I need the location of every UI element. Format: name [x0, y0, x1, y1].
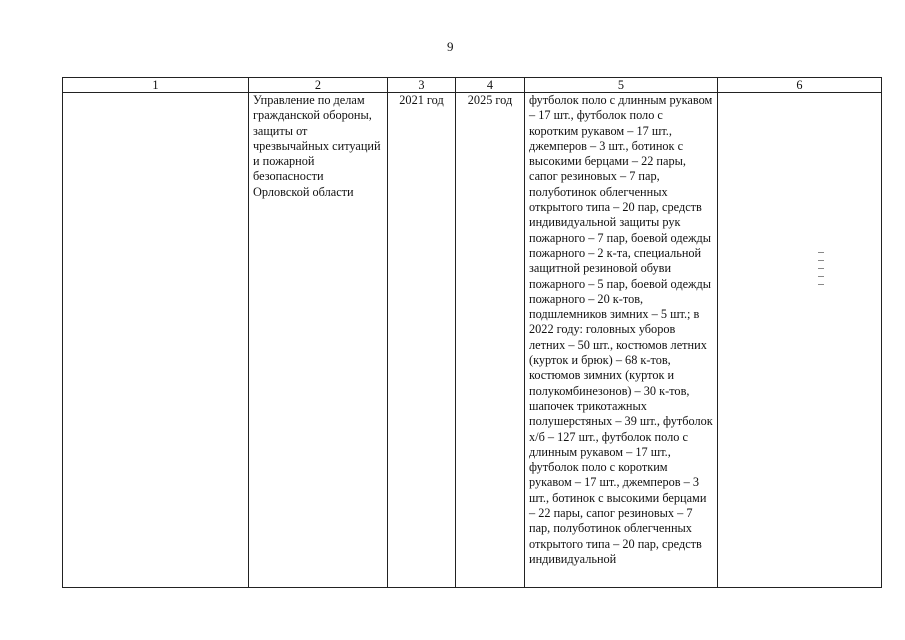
column-header-6: 6	[718, 78, 882, 93]
column-header-4: 4	[456, 78, 525, 93]
cell-end-year: 2025 год	[456, 93, 525, 588]
scan-artifacts	[818, 252, 824, 372]
cell-col1	[63, 93, 249, 588]
column-header-1: 1	[63, 78, 249, 93]
cell-description: футболок поло с длинным рукавом – 17 шт., футболок поло с коротким рукавом – 17 шт., джемперов – 3 шт., ботинок с высокими берцами – 22 пары, сапог резиновых – 7 пар, полуботинок облегченных открытого типа – 20 пар, средств индивидуальной защиты рук пожарного – 7 пар, боевой одежды пожарного – 2 к-та, специальной защитной резиновой обуви пожарного – 5 пар, боевой одежды пожарного – 20 к-тов, подшлемников зимних – 5 шт.; в 2022 году: головных уборов летних – 50 шт., костюмов летних (курток и брюк) – 68 к-тов, костюмов зимних (курток и полукомбинезонов) – 30 к-тов, шапочек трикотажных полушерстяных – 39 шт., футболок х/б – 127 шт., футболок поло с длинным рукавом – 17 шт., футболок поло с коротким рукавом – 17 шт., джемперов – 3 шт., ботинок с высокими берцами – 22 пары, сапог резиновых – 7 пар, полуботинок облегченных открытого типа – 20 пар, средств индивидуальной	[525, 93, 718, 588]
cell-agency: Управление по делам гражданской обороны, защиты от чрезвычайных ситуаций и пожарной безопасности Орловской области	[249, 93, 388, 588]
header-row	[63, 78, 882, 93]
cell-start-year: 2021 год	[388, 93, 456, 588]
column-header-5: 5	[525, 78, 718, 93]
cell-col6	[718, 93, 882, 588]
data-table	[62, 77, 882, 588]
table-row	[63, 93, 882, 588]
page-number: 9	[447, 39, 454, 54]
column-header-3: 3	[388, 78, 456, 93]
column-header-2: 2	[249, 78, 388, 93]
